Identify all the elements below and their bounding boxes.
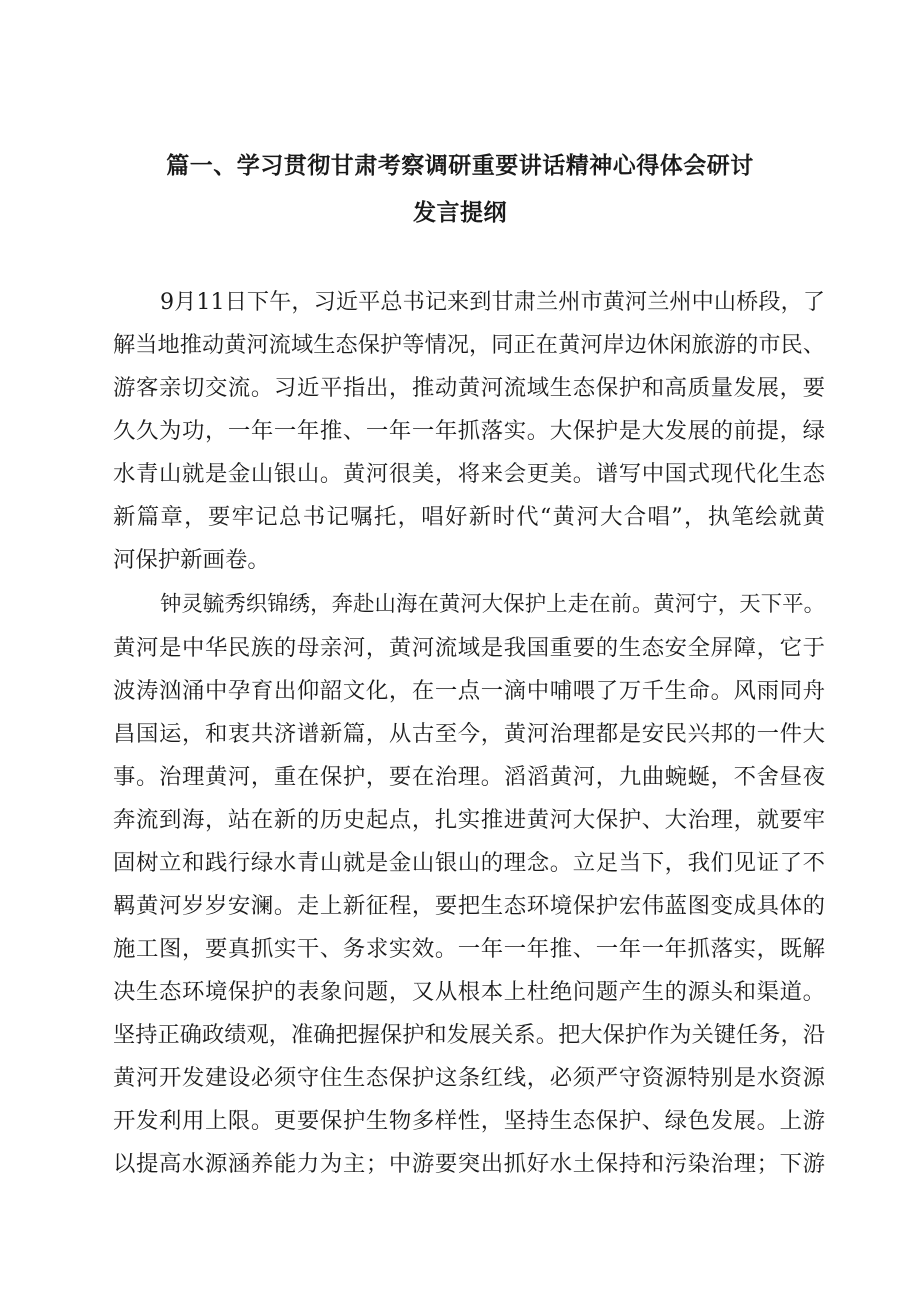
paragraph-line: 奔流到海，站在新的历史起点，扎实推进黄河大保护、大治理，就要牢: [113, 807, 825, 833]
paragraph-line: 游客亲切交流。习近平指出，推动黄河流域生态保护和高质量发展，要: [113, 375, 825, 401]
paragraph-line: 黄河是中华民族的母亲河，黄河流域是我国重要的生态安全屏障，它于: [113, 635, 825, 661]
paragraph-line: 水青山就是金山银山。黄河很美，将来会更美。谱写中国式现代化生态: [113, 461, 825, 487]
paragraph-line: 以提高水源涵养能力为主；中游要突出抓好水土保持和污染治理；下游: [113, 1151, 825, 1177]
paragraph-line: 解当地推动黄河流域生态保护等情况，同正在黄河岸边休闲旅游的市民、: [113, 332, 825, 358]
paragraph-line: 开发利用上限。更要保护生物多样性，坚持生态保护、绿色发展。上游: [113, 1108, 825, 1134]
paragraph-line: 事。治理黄河，重在保护，要在治理。滔滔黄河，九曲蜿蜒，不舍昼夜: [113, 764, 825, 790]
paragraph-line: 波涛汹涌中孕育出仰韶文化，在一点一滴中哺喂了万千生命。风雨同舟: [113, 678, 825, 704]
document-title-line-2: 发言提纲: [413, 200, 507, 226]
paragraph-line: 固树立和践行绿水青山就是金山银山的理念。立足当下，我们见证了不: [113, 850, 825, 876]
paragraph-line: 9月11日下午，习近平总书记来到甘肃兰州市黄河兰州中山桥段，了: [160, 289, 825, 315]
paragraph-line: 河保护新画卷。: [113, 547, 270, 573]
paragraph-line: 钟灵毓秀织锦绣，奔赴山海在黄河大保护上走在前。黄河宁，天下平。: [160, 592, 825, 617]
paragraph-line: 坚持正确政绩观，准确把握保护和发展关系。把大保护作为关键任务，沿: [113, 1022, 825, 1048]
paragraph-line: 新篇章，要牢记总书记嘱托，唱好新时代“黄河大合唱”，执笔绘就黄: [113, 504, 825, 530]
paragraph-line: 羁黄河岁岁安澜。走上新征程，要把生态环境保护宏伟蓝图变成具体的: [113, 893, 825, 919]
paragraph-line: 久久为功，一年一年推、一年一年抓落实。大保护是大发展的前提，绿: [113, 418, 825, 444]
paragraph-line: 昌国运，和衷共济谱新篇，从古至今，黄河治理都是安民兴邦的一件大: [113, 721, 825, 747]
paragraph-line: 黄河开发建设必须守住生态保护这条红线，必须严守资源特别是水资源: [113, 1065, 825, 1091]
document-title-line-1: 篇一、学习贯彻甘肃考察调研重要讲话精神心得体会研讨: [166, 153, 754, 179]
paragraph-line: 施工图，要真抓实干、务求实效。一年一年推、一年一年抓落实，既解: [113, 936, 825, 962]
paragraph-line: 决生态环境保护的表象问题，又从根本上杜绝问题产生的源头和渠道。: [113, 979, 825, 1005]
